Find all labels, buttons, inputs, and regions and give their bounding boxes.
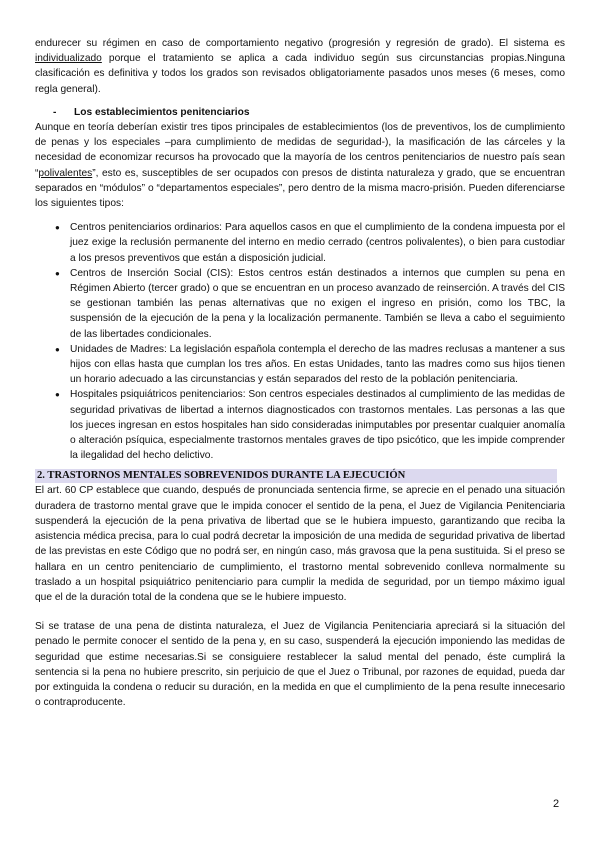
list-item-text: Centros penitenciarios ordinarios: Para aquellos casos en que el cumplimiento de la condena impuesta por el juez exige la reclusión permanente del interno en medio cerrado (centros polivalentes), o bien para custodiar a los presos preventivos que están a disposición judicial. [70, 222, 565, 264]
paragraph-gap [35, 605, 565, 619]
underlined-term-polivalentes: polivalentes [38, 167, 93, 179]
bullet-icon: ● [55, 223, 60, 233]
paragraph-treatment-system [35, 36, 565, 97]
list-item [35, 387, 565, 463]
dash-marker: - [53, 106, 57, 118]
list-item-text: Unidades de Madres: La legislación española contempla el derecho de las madres reclusas a mantener a sus hijos con ellas hasta que cumplan los tres años. En estas Unidades, tanto las madres como sus hijos tienen un horario adecuado a las circunstancias y están separados del resto de la población penitenciaria. [70, 343, 565, 386]
paragraph-art-60: El art. 60 CP establece que cuando, después de pronunciada sentencia firme, se aprecie en el penado una situación duradera de trastorno mental grave que le impida conocer el sentido de la pena, el Juez de Vigilancia Penitenciaria suspenderá la ejecución de la pena privativa de libertad que se le hubiera impuesto, garantizando que reciba la asistencia médica precisa, para lo cual podrá decretar la imposición de una medida de seguridad privativa de libertad de las previstas en este Código que no podrá ser, en ningún caso, más gravosa que la pena sustituida. Si el preso se hallara en un centro penitenciario de cumplimiento, el trastorno mental sobrevenido conlleva normalmente su traslado a un hospital psiquiátrico penitenciario para cumplir la medida de seguridad, por un tiempo máximo igual que el de la duración total de la condena que se le hubiere impuesto. [35, 485, 565, 603]
list-item [35, 342, 565, 388]
bullet-icon: ● [55, 344, 60, 354]
bullet-icon: ● [55, 268, 60, 278]
list-item-text: Centros de Inserción Social (CIS): Estos centros están destinados a internos que cumplen su pena en Régimen Abierto (tercer grado) o que se encuentran en un proceso avanzado de reinserción. A través del CIS se gestionan también las penas alternativas que no exigen el ingreso en prisión, como los TBC, la suspensión de la ejecución de la pena y la localización permanente. También se lleva a cabo el seguimiento de las libertades condicionales. [70, 267, 565, 340]
text-run: porque el tratamiento se aplica a cada individuo según sus circunstancias propias.Ninguna clasificación es definitiva y todos los grados son revisados obligatoriamente pasados unos meses (6 meses, como regla general). [35, 53, 565, 95]
subheading-establishments [35, 105, 565, 120]
text-run: Aunque en teoría deberían existir tres tipos principales de establecimientos (los de preventivos, los de cumplimiento de penas y los especiales –para cumplimiento de medidas de seguridad-), la masificación de las cárceles y la necesidad de economizar recursos ha provocado que la mayoría de los centros penitenciarios de nuestro país sean “ [35, 122, 565, 179]
list-item [35, 266, 565, 342]
establishment-types-list [35, 220, 565, 463]
text-run: endurecer su régimen en caso de comportamiento negativo (progresión y regresión de grado). El sistema es [35, 38, 565, 49]
text-run: ”, esto es, susceptibles de ser ocupados con presos de distinta naturaleza y grado, que se encuentran separados en “módulos” o “departamentos especiales”, pero dentro de la misma macro-prisión. Pueden diferenciarse los siguientes tipos: [35, 167, 565, 210]
paragraph-establishments [35, 120, 565, 211]
list-item [35, 220, 565, 266]
document-page [35, 36, 565, 710]
subheading-text: Los establecimientos penitenciarios [74, 106, 250, 118]
paragraph-other-penalty: Si se tratase de una pena de distinta naturaleza, el Juez de Vigilancia Penitenciaria apreciará si la situación del penado le permite conocer el sentido de la pena y, en su caso, suspenderá la ejecución imponiendo las medidas de seguridad que estime necesarias.Si se consiguiere restablecer la salud mental del penado, éste cumplirá la sentencia si la pena no hubiere prescrito, sin perjuicio de que el Juez o Tribunal, por razones de equidad, pueda dar por extinguida la condena o reducir su duración, en la medida en que el cumplimiento de la pena resulte innecesario o contraproducente. [35, 621, 565, 709]
list-item-text: Hospitales psiquiátricos penitenciarios: Son centros especiales destinados al cumplimiento de las medidas de seguridad privativas de libertad a internos diagnosticados con trastornos mentales. Las personas a las que los jueces ingresan en estos hospitales han sido consideradas inimputables por presentar cualquier anomalía o alteración psíquica, especialmente trastornos mentales graves de tipo psicótico, que les impide comprender la ilegalidad del hecho delictivo. [70, 389, 565, 462]
bullet-icon: ● [55, 390, 60, 400]
underlined-term-individualizado: individualizado [35, 53, 102, 65]
section-heading: 2. TRASTORNOS MENTALES SOBREVENIDOS DURANTE LA EJECUCIÓN [35, 469, 557, 483]
page-number: 2 [553, 798, 560, 810]
